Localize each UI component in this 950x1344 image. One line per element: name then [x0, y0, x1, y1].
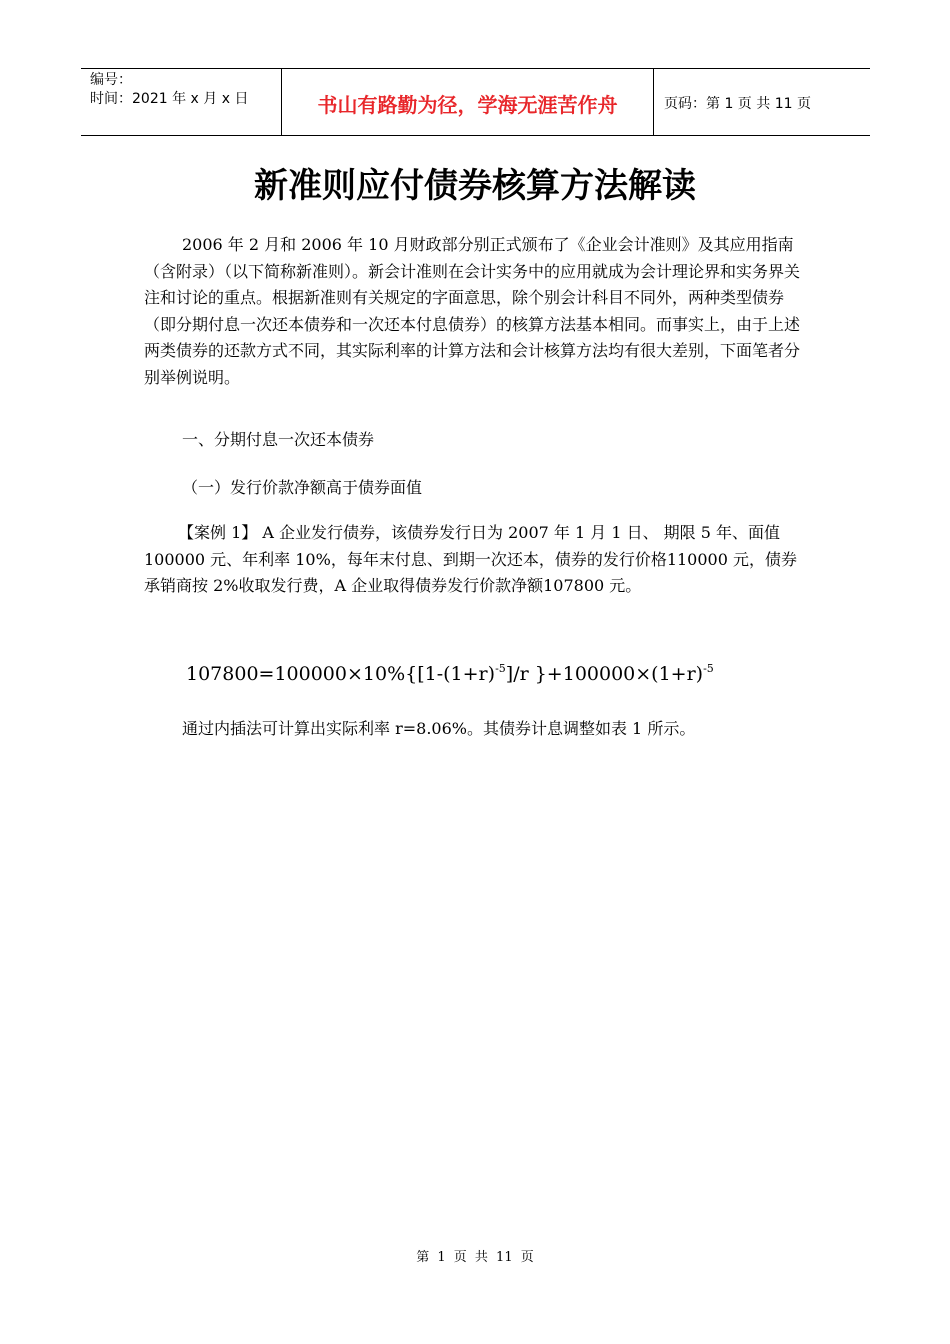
intro-paragraph: 2006 年 2 月和 2006 年 10 月财政部分别正式颁布了《企业会计准则》及其应用指南（含附录）（以下简称新准则）。新会计准则在会计实务中的应用就成为会计理论界和实务界关注和讨论的重点。根据新准则有关规定的字面意思，除个别会计科目不同外，两种类型债券（即分期付息一次还本债券和一次还本付息债券）的核算方法基本相同。而事实上，由于上述两类债券的还款方式不同，其实际利率的计算方法和会计核算方法均有很大差别，下面笔者分别举例说明。 [144, 235, 801, 387]
document-header [81, 68, 870, 136]
formula-part-1: 107800=100000×10%{[1-(1+r) [186, 663, 496, 685]
case-paragraph: 【案例 1】 A 企业发行债券，该债券发行日为 2007 年 1 月 1 日、 期限 5 年、面值 100000 元、年利率 10%，每年末付息、到期一次还本，债券的发行价格110000 元，债券承销商按 2%收取发行费，A 企业取得债券发行价款净额107800 元。 [144, 523, 797, 595]
date-label: 时间：2021 年 x 月 x 日 [90, 91, 249, 107]
formula-exponent-2: -5 [703, 662, 714, 675]
header-meta [81, 69, 281, 135]
formula-part-2: ]/r }+100000×(1+r) [505, 663, 704, 685]
header-motto: 书山有路勤为径，学海无涯苦作舟 [281, 69, 654, 135]
page-footer: 第 1 页 共 11 页 [416, 1250, 534, 1265]
subsection-heading: （一）发行价款净额高于债券面值 [182, 478, 423, 497]
conclusion-paragraph: 通过内插法可计算出实际利率 r=8.06%。其债券计息调整如表 1 所示。 [182, 719, 696, 738]
number-label: 编号： [90, 72, 132, 88]
document-title: 新准则应付债券核算方法解读 [254, 166, 696, 206]
header-page-info: 页码：第 1 页 共 11 页 [664, 96, 811, 112]
formula [186, 654, 714, 689]
section-heading: 一、分期付息一次还本债券 [182, 430, 375, 449]
formula-exponent-1: -5 [495, 662, 506, 675]
